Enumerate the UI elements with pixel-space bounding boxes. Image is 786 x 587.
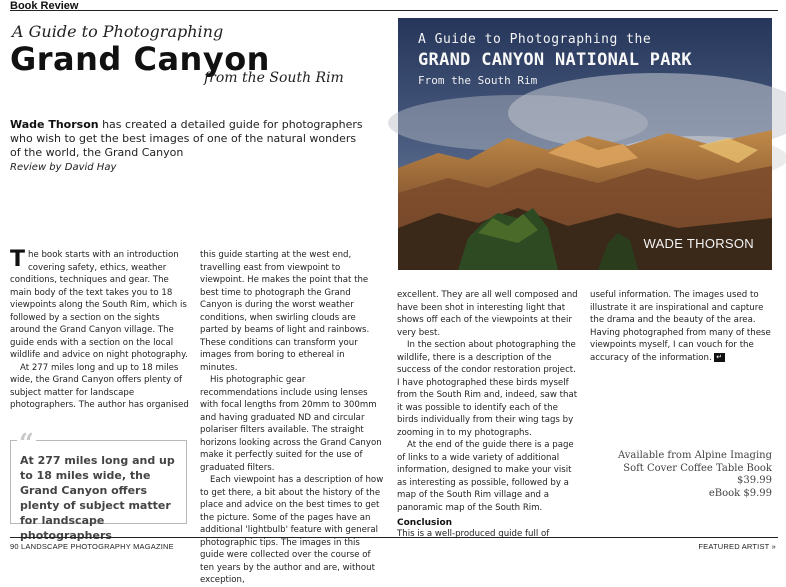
availability-line2: Soft Cover Coffee Table Book [623, 462, 772, 474]
availability-price: $39.99 [737, 475, 772, 486]
article-column-2 [200, 249, 384, 587]
conclusion-heading: Conclusion [397, 518, 453, 528]
article-column-4 [590, 289, 773, 364]
section-tag: Book Review [10, 0, 79, 12]
col4-paragraph-1 [590, 289, 773, 364]
footer-section-label: FEATURED ARTIST [698, 542, 770, 551]
col3-paragraph-1: excellent. They are all well composed and have been shot in interesting light that shows off each of the viewpoints at their very best. [397, 290, 578, 338]
cover-title-line2: GRAND CANYON NATIONAL PARK [418, 50, 692, 70]
book-cover-image [398, 18, 772, 270]
double-chevron-right-icon: » [771, 542, 776, 551]
col4-p1-text: useful information. The images used to illustrate it are inspirational and capture the drama and the beauty of the area. Having photographed from many of these viewpoints myself, I can vouch for the accuracy of the information. [590, 290, 771, 363]
cover-author: WADE THORSON [643, 236, 754, 251]
quote-mark-icon: “ [19, 429, 34, 459]
byline: Review by David Hay [10, 162, 117, 173]
article-column-3 [397, 289, 579, 541]
intro-paragraph [10, 118, 370, 160]
top-rule [10, 10, 778, 11]
col2-paragraph-1: this guide starting at the west end, travelling east from viewpoint to viewpoint. He makes the point that the best time to photograph the Grand Canyon is during the worst weather conditions, when swirling clouds are parted by beams of light and rainbows. These conditions can transform your images from boring to ethereal in minutes. [200, 250, 370, 373]
intro-text: has created a detailed guide for photographers who wish to get the best images of one of the natural wonders of the world, the Grand Canyon [10, 118, 363, 159]
availability-ebook-price: eBook $9.99 [708, 487, 772, 499]
col3-paragraph-4: This is a well-produced guide full of [397, 529, 550, 539]
col3-paragraph-3: At the end of the guide there is a page of links to a wide variety of additional information, designed to make your visit as interesting as possible, followed by a map of the South Rim village and a panoramic map of the South Rim. [397, 440, 574, 513]
col1-paragraph-2: At 277 miles long and up to 18 miles wide, the Grand Canyon offers plenty of subject matter for landscape photographers. The author has organised [10, 362, 189, 410]
cover-title-line1: A Guide to Photographing the [418, 32, 652, 47]
pull-quote-box [10, 429, 187, 542]
pull-quote-text: At 277 miles long and up to 18 miles wide, the Grand Canyon offers plenty of subject matter for landscape photographers [20, 454, 175, 542]
col2-paragraph-2: His photographic gear recommendations include using lenses with focal lengths from 20mm to 300mm and having graduated ND and circular polariser filters available. The straight horizons looking across the Grand Canyon make it perfectly suited for the use of graduated filters. [200, 375, 382, 473]
availability-line1: Available from Alpine Imaging [617, 450, 772, 461]
title-subtitle: from the South Rim [204, 70, 344, 86]
intro-author: Wade Thorson [10, 118, 99, 131]
footer-section-link[interactable] [698, 542, 776, 551]
col1-paragraph-1 [10, 249, 192, 362]
col2-paragraph-3: Each viewpoint has a description of how to get there, a bit about the history of the place and advice on the best times to get the picture. Some of the pages have an additional 'lightbulb' feature with general photographic tips. The images in this guide were collected over the course of ten years by the author and are, without exception, [200, 475, 384, 585]
drop-cap: T [10, 247, 26, 272]
col1-p1-text: he book starts with an introduction covering safety, ethics, weather conditions, techniques and gear. The main body of the text takes you to 18 viewpoints along the South Rim, which is followed by a section on the sights around the Grand Canyon village. The guide ends with a section on the local wildlife and advice on night photography. [10, 250, 188, 360]
cover-title-line3: From the South Rim [418, 74, 538, 87]
end-mark-icon: ↵ [714, 353, 725, 362]
availability-info [618, 450, 772, 500]
col3-paragraph-2: In the section about photographing the wildlife, there is a description of the success of the condor restoration project. I have photographed these birds myself from the South Rim and, indeed, saw that it was possible to identify each of the birds individually from their wing tags by zooming in to my photographs. [397, 340, 578, 438]
bottom-rule [10, 537, 778, 538]
footer-page-info: 90 LANDSCAPE PHOTOGRAPHY MAGAZINE [10, 542, 174, 551]
page-title: Grand Canyon [10, 40, 270, 78]
article-column-1 [10, 249, 192, 412]
title-kicker: A Guide to Photographing [12, 22, 224, 41]
